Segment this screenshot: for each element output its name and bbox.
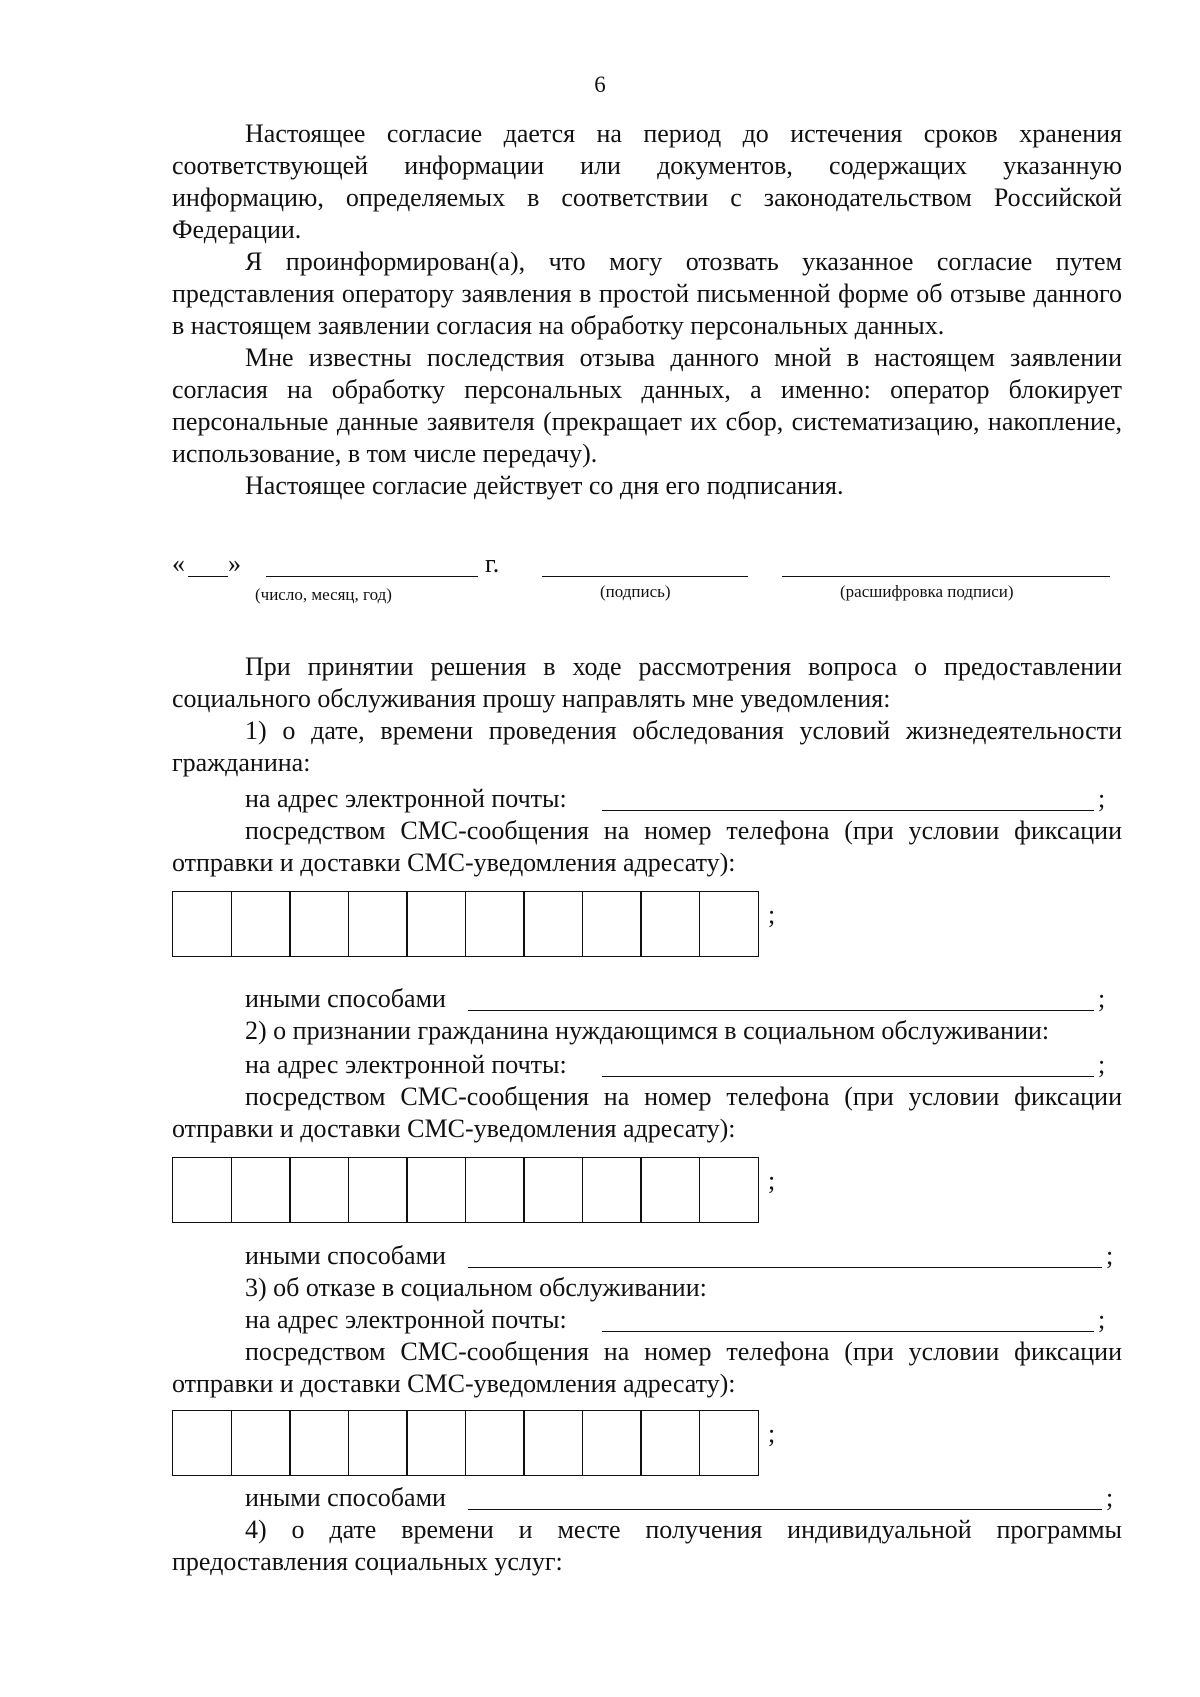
month-year-field[interactable] [266,576,478,577]
item-2-other-field[interactable] [468,1267,1102,1268]
phone-digit-cell[interactable] [640,1157,700,1223]
item-3-sms-text [172,1336,1122,1400]
item-2-phone-grid [172,1157,757,1223]
phone-digit-cell[interactable] [406,1157,466,1223]
item-3-sms-text-content: посредством СМС-сообщения на номер телефона (при условии фиксации отправки и доставки СМС-уведомления адресату): [172,1337,1122,1398]
phone-digit-cell[interactable] [172,1410,232,1476]
item-1-sms-text-content: посредством СМС-сообщения на номер телефона (при условии фиксации отправки и доставки СМС-уведомления адресату): [172,816,1122,877]
consent-paragraph-3-text: Мне известны последствия отзыва данного мной в настоящем заявлении согласия на обработку персональных данных, а именно: оператор блокирует персональные данные заявителя (прекращает их сбор, систематизацию, накопление, использование, в том числе передачу). [172,343,1122,468]
year-suffix: г. [485,549,500,578]
consent-paragraph-1-text: Настоящее согласие дается на период до истечения сроков хранения соответствующей информации или документов, содержащих указанную информацию, определяемых в соответствии с законодательством Российской Федерации. [172,119,1122,244]
signature-field[interactable] [542,576,748,577]
item-2-sms-text-content: посредством СМС-сообщения на номер телефона (при условии фиксации отправки и доставки СМС-уведомления адресату): [172,1082,1122,1143]
item-1-heading-text: 1) о дате, времени проведения обследования условий жизнедеятельности гражданина: [172,716,1122,777]
item-1-sms-text [172,815,1122,879]
phone-digit-cell[interactable] [465,891,525,957]
phone-digit-cell[interactable] [465,1157,525,1223]
item-3-phone-semicolon: ; [768,1419,776,1448]
item-3-phone-grid [172,1410,757,1476]
item-3-heading: 3) об отказе в социальном обслуживании: [245,1273,707,1302]
item-1-email-label: на адрес электронной почты: [245,784,567,813]
item-3-other-field[interactable] [468,1509,1102,1510]
item-2-email-field[interactable] [602,1076,1094,1077]
item-2-email-semicolon: ; [1098,1050,1106,1079]
item-1-other-label: иными способами [245,984,446,1013]
phone-digit-cell[interactable] [640,891,700,957]
consent-paragraph-2-text: Я проинформирован(а), что могу отозвать указанное согласие путем представления оператору заявления в простой письменной форме об отзыве данного в настоящем заявлении согласия на обработку персональных данных. [172,247,1122,340]
item-2-other-label: иными способами [245,1241,446,1270]
phone-digit-cell[interactable] [172,1157,232,1223]
day-field[interactable] [188,576,228,577]
item-1-email-semicolon: ; [1098,784,1106,813]
item-2-phone-semicolon: ; [768,1166,776,1195]
phone-digit-cell[interactable] [699,1410,759,1476]
item-4-heading [172,1514,1122,1578]
date-open-quote: « [172,549,185,578]
phone-digit-cell[interactable] [289,891,349,957]
phone-digit-cell[interactable] [699,891,759,957]
signature-decode-field[interactable] [782,576,1110,577]
phone-digit-cell[interactable] [582,1157,642,1223]
phone-digit-cell[interactable] [523,891,583,957]
phone-digit-cell[interactable] [289,1410,349,1476]
phone-digit-cell[interactable] [406,1410,466,1476]
item-1-phone-semicolon: ; [768,900,776,929]
consent-paragraph-3 [172,342,1122,470]
item-3-other-label: иными способами [245,1483,446,1512]
consent-paragraph-2 [172,246,1122,342]
item-1-email-field[interactable] [602,810,1094,811]
item-2-sms-text [172,1081,1122,1145]
phone-digit-cell[interactable] [231,1157,291,1223]
item-1-phone-grid [172,891,757,957]
phone-digit-cell[interactable] [523,1410,583,1476]
notifications-intro [172,651,1122,715]
phone-digit-cell[interactable] [699,1157,759,1223]
phone-digit-cell[interactable] [348,1410,408,1476]
phone-digit-cell[interactable] [231,891,291,957]
date-close-quote: » [228,549,241,578]
item-3-other-semicolon: ; [1106,1483,1114,1512]
item-2-email-label: на адрес электронной почты: [245,1050,567,1079]
item-3-email-label: на адрес электронной почты: [245,1305,567,1334]
phone-digit-cell[interactable] [640,1410,700,1476]
consent-paragraph-1 [172,118,1122,246]
phone-digit-cell[interactable] [289,1157,349,1223]
phone-digit-cell[interactable] [172,891,232,957]
phone-digit-cell[interactable] [348,1157,408,1223]
phone-digit-cell[interactable] [406,891,466,957]
consent-paragraph-4-text: Настоящее согласие действует со дня его подписания. [245,471,844,500]
page-number: 6 [594,72,606,97]
phone-digit-cell[interactable] [465,1410,525,1476]
phone-digit-cell[interactable] [348,891,408,957]
item-3-email-semicolon: ; [1098,1305,1106,1334]
item-1-other-semicolon: ; [1098,984,1106,1013]
item-3-email-field[interactable] [602,1331,1094,1332]
consent-paragraph-4 [172,470,1122,502]
decode-caption: (расшифровка подписи) [840,582,1014,601]
phone-digit-cell[interactable] [582,1410,642,1476]
phone-digit-cell[interactable] [582,891,642,957]
item-1-heading [172,715,1122,779]
notifications-intro-text: При принятии решения в ходе рассмотрения вопроса о предоставлении социального обслуживания прошу направлять мне уведомления: [172,652,1122,713]
phone-digit-cell[interactable] [231,1410,291,1476]
item-2-heading: 2) о признании гражданина нуждающимся в социальном обслуживании: [245,1016,1050,1045]
phone-digit-cell[interactable] [523,1157,583,1223]
item-4-heading-text: 4) о дате времени и месте получения индивидуальной программы предоставления социальных услуг: [172,1515,1122,1576]
signature-caption: (подпись) [600,582,671,601]
item-1-other-field[interactable] [468,1010,1094,1011]
date-caption: (число, месяц, год) [255,585,392,604]
item-2-other-semicolon: ; [1106,1241,1114,1270]
